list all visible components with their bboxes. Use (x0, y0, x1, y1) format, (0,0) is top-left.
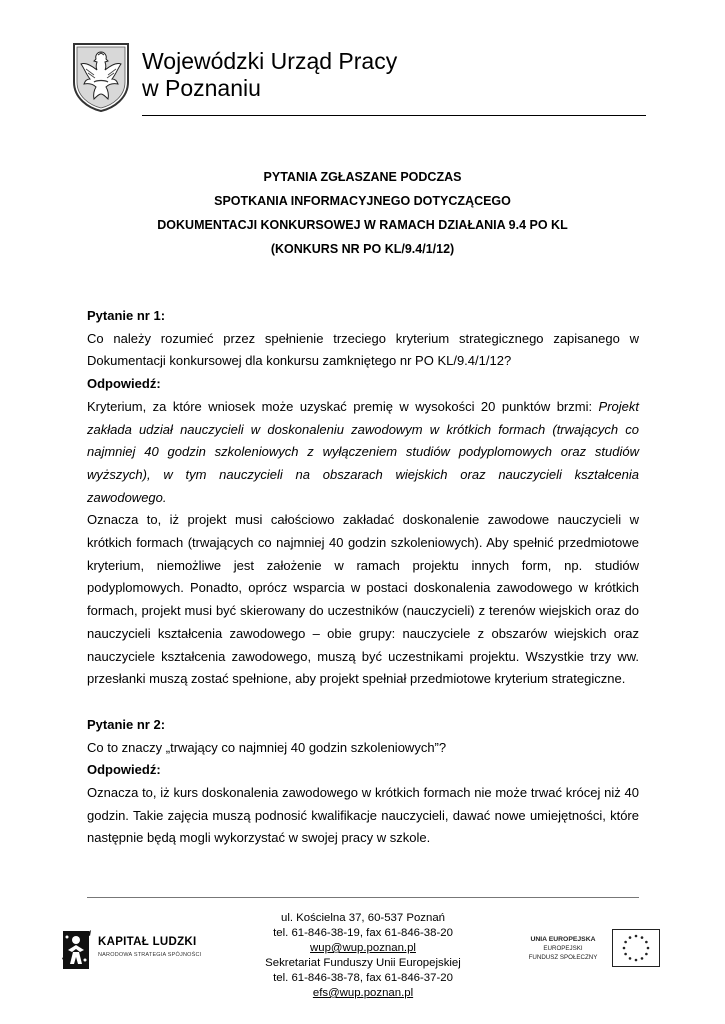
eu-star-icon (629, 936, 632, 939)
eu-star-icon (624, 941, 627, 944)
kapital-ludzki-logo (60, 928, 210, 972)
answer-1-intro: Kryterium, za które wniosek może uzyskać premię w wysokości 20 punktów brzmi: (87, 398, 599, 414)
document-title (0, 165, 725, 261)
kapital-ludzki-emblem-icon (60, 928, 94, 972)
eu-label-line3: FUNDUSZ SPOŁECZNY (528, 954, 598, 961)
footer-phone-2: tel. 61-846-38-78, fax 61-846-37-20 (273, 972, 453, 984)
answer-1-criterion (87, 396, 639, 510)
eu-star-icon (645, 941, 648, 944)
eu-star-icon (623, 947, 626, 950)
org-name-line1: Wojewódzki Urząd Pracy (142, 48, 398, 74)
eu-fund-label (523, 935, 603, 962)
kapital-ludzki-title: KAPITAŁ LUDZKI (98, 936, 197, 948)
eu-star-icon (645, 953, 648, 956)
answer-2-text: Oznacza to, iż kurs doskonalenia zawodowego w krótkich formach nie może trwać krócej niż 40 godzin. Takie zajęcia muszą podnosić kwalifikacje nauczycieli, dawać nowe umiejętności, które następnie będą mogli wykorzystać w swojej pracy w szkole. (87, 785, 639, 846)
eu-flag-icon (612, 929, 660, 967)
org-name-line2: w Poznaniu (142, 75, 261, 101)
footer-divider (87, 897, 639, 898)
answer-2-label: Odpowiedź: (87, 762, 161, 778)
footer-email-2-link[interactable]: efs@wup.poznan.pl (312, 987, 414, 999)
eu-label-line2: EUROPEJSKI (543, 945, 583, 952)
eu-star-icon (635, 935, 638, 938)
eu-star-icon (641, 936, 644, 939)
title-line3: DOKUMENTACJI KONKURSOWEJ W RAMACH DZIAŁANIA 9.4 PO KL (157, 218, 568, 232)
title-line4: (KONKURS NR PO KL/9.4/1/12) (270, 242, 455, 256)
eagle-crest-icon (72, 42, 130, 112)
document-body (87, 305, 639, 850)
eu-star-icon (635, 959, 638, 962)
question-1-text: Co należy rozumieć przez spełnienie trzeciego kryterium strategicznego zapisanego w Dokumentacji konkursowej dla konkursu zamkniętego nr PO KL/9.4/1/12? (87, 330, 639, 369)
question-2-label: Pytanie nr 2: (87, 716, 166, 732)
title-line1: PYTANIA ZGŁASZANE PODCZAS (263, 170, 462, 184)
question-1-label: Pytanie nr 1: (87, 308, 166, 323)
question-2-text: Co to znaczy „trwający co najmniej 40 godzin szkoleniowych”? (87, 739, 447, 755)
answer-1-label: Odpowiedź: (87, 376, 161, 392)
footer-email-1-link[interactable]: wup@wup.poznan.pl (310, 942, 416, 954)
title-line2: SPOTKANIA INFORMACYJNEGO DOTYCZĄCEGO (214, 194, 511, 208)
footer-contact (250, 911, 476, 1001)
header-divider (142, 115, 646, 116)
eu-star-icon (624, 953, 627, 956)
answer-1-criterion-quote: Projekt zakłada udział nauczycieli w doskonaleniu zawodowym w krótkich formach (trwających co najmniej 40 godzin szkoleniowych z wyłączeniem studiów podyplomowych oraz studiów wyższych), w tym nauczycieli na obszarach wiejskich oraz nauczycieli kształcenia zawodowego. (87, 398, 639, 505)
answer-1-explanation: Oznacza to, iż projekt musi całościowo zakładać doskonalenie zawodowe nauczycieli w krótkich formach (trwających co najmniej 40 godzin szkoleniowych). Aby spełnić przedmiotowe kryterium, niemożliwe jest założenie w ramach projektu innych form, np. studiów podyplomowych. Ponadto, oprócz wsparcia w postaci doskonalenia zawodowego w krótkich formach, projekt musi być skierowany do uczestników (nauczycieli) z terenów wiejskich oraz do nauczycieli kształcenia zawodowego – obie grupy: nauczyciele z obszarów wiejskich oraz nauczyciele kształcenia zawodowego, muszą być uczestnikami projektu. Wszystkie trzy ww. przesłanki muszą zostać spełnione, aby projekt spełniał przedmiotowe kryterium strategiczne. (87, 512, 639, 687)
footer-secretariat: Sekretariat Funduszy Unii Europejskiej (265, 957, 461, 969)
eu-label-line1: UNIA EUROPEJSKA (530, 936, 596, 943)
footer-address: ul. Kościelna 37, 60-537 Poznań (280, 912, 445, 924)
organization-name (142, 48, 397, 102)
eu-star-icon (629, 957, 632, 960)
eu-star-icon (641, 957, 644, 960)
kapital-ludzki-subtitle: NARODOWA STRATEGIA SPÓJNOŚCI (98, 952, 202, 958)
eu-star-icon (647, 947, 650, 950)
footer-phone-1: tel. 61-846-38-19, fax 61-846-38-20 (273, 927, 453, 939)
